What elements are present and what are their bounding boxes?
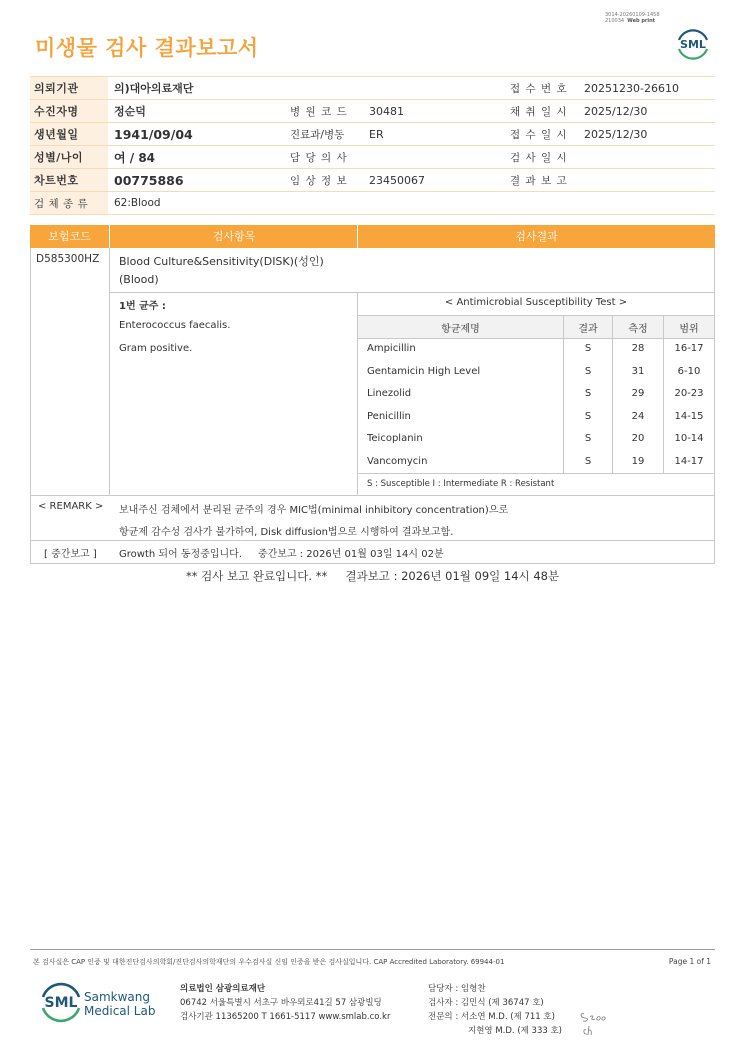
receipt-date-value: 2025/12/30: [578, 123, 715, 146]
ast-drug-cell: Gentamicin High Level: [367, 366, 481, 377]
ast-result-cell: S: [584, 456, 592, 467]
ast-range-cell: 14-17: [674, 456, 704, 467]
info-row: [30, 169, 715, 192]
ast-measure-cell: 24: [631, 411, 645, 422]
info-row: [30, 123, 715, 146]
receipt-no-label: 접 수 번 호: [498, 77, 578, 100]
sml-logo-icon: [673, 24, 713, 64]
hosp-code-value: 30481: [363, 100, 498, 123]
svg-text:SML: SML: [680, 38, 706, 51]
ast-header-range: 범위: [679, 324, 699, 335]
report-value: [578, 169, 715, 192]
footer-address: [180, 982, 390, 1024]
patient-info-table: [30, 76, 715, 215]
request-label: 의뢰기관: [30, 77, 108, 100]
footer-org: 의료법인 삼광의료재단: [180, 984, 266, 994]
sexage-label: 성별/나이: [30, 146, 108, 169]
collect-date-value: 2025/12/30: [578, 100, 715, 123]
ast-result-cell: S: [584, 411, 592, 422]
footer-divider: [30, 949, 715, 950]
dept-value: ER: [363, 123, 498, 146]
staff-line1: 담당자 : 임형찬: [428, 984, 486, 994]
request-value: 의)대아의료재단: [108, 77, 498, 100]
strain-number: 1번 균주 :: [119, 301, 166, 312]
test-name: Blood Culture&Sensitivity(DISK)(성인): [119, 255, 324, 268]
insurance-code: D585300HZ: [36, 253, 100, 265]
ast-drug-cell: Penicillin: [367, 411, 411, 422]
report-code: [605, 12, 660, 24]
page-number: Page 1 of 1: [668, 957, 711, 966]
test-date-value: [578, 146, 715, 169]
sml-footer-logo-icon: [36, 978, 86, 1026]
interim-label: [ 중간보고 ]: [44, 549, 97, 560]
info-row: [30, 192, 715, 215]
ast-drug-cell: Vancomycin: [367, 456, 428, 467]
dept-label: 진료과/병동: [278, 123, 363, 146]
ast-drug-cell: Linezolid: [367, 388, 412, 399]
test-specimen: (Blood): [119, 273, 159, 286]
birth-value: 1941/09/04: [108, 123, 278, 146]
report-code-line2: 210034: [605, 18, 625, 24]
signature-icon: [578, 1008, 610, 1038]
footer-staff: [428, 982, 562, 1038]
svg-text:SML: SML: [44, 995, 78, 1011]
specimen-value: 62:Blood: [108, 192, 715, 215]
specimen-label: 검 체 종 류: [30, 192, 108, 215]
birth-label: 생년월일: [30, 123, 108, 146]
test-date-label: 검 사 일 시: [498, 146, 578, 169]
clinical-label: 임 상 정 보: [278, 169, 363, 192]
ast-measure-cell: 28: [631, 343, 645, 354]
ast-measure-cell: 29: [631, 388, 645, 399]
chart-label: 차트번호: [30, 169, 108, 192]
ast-range-cell: 14-15: [674, 411, 704, 422]
doctor-value: [363, 146, 498, 169]
ast-result-cell: S: [584, 366, 592, 377]
completion-notice: ** 검사 보고 완료입니다. ** 결과보고 : 2026년 01월 09일 14시 48분: [185, 569, 560, 583]
remark-line1: 보내주신 검체에서 분리된 균주의 경우 MIC법(minimal inhibitory concentration)으로: [119, 505, 509, 516]
gram-stain: Gram positive.: [119, 343, 193, 354]
clinical-value: 23450067: [363, 169, 498, 192]
col-insurance-header: 보험코드: [48, 230, 91, 243]
footer-addr: 06742 서울특별시 서초구 바우뫼로41길 57 삼광빌딩: [180, 998, 382, 1008]
doctor-label: 담 당 의 사: [278, 146, 363, 169]
ast-measure-cell: 31: [631, 366, 645, 377]
patient-label: 수진자명: [30, 100, 108, 123]
interim-text: Growth 되어 동정중입니다. 중간보고 : 2026년 01월 03일 14시 02분: [119, 549, 444, 560]
ast-result-cell: S: [584, 343, 592, 354]
sexage-value: 여 / 84: [108, 146, 278, 169]
ast-range-cell: 20-23: [674, 388, 704, 399]
ast-range-cell: 10-14: [674, 433, 704, 444]
ast-drug-cell: Ampicillin: [367, 343, 416, 354]
ast-header-measure: 측정: [628, 324, 648, 335]
ast-range-cell: 16-17: [674, 343, 704, 354]
receipt-no-value: 20251230-26610: [578, 77, 715, 100]
ast-drug-cell: Teicoplanin: [367, 433, 423, 444]
col-item-header: 검사항목: [212, 230, 256, 243]
info-row: [30, 146, 715, 169]
page-title: 미생물 검사 결과보고서: [35, 36, 259, 60]
brand-line1: Samkwang: [84, 990, 150, 1004]
web-print-label: Web print: [627, 18, 656, 24]
remark-line2: 항균제 감수성 검사가 불가하여, Disk diffusion법으로 시행하여 결과보고함.: [119, 527, 454, 538]
info-row: [30, 100, 715, 123]
staff-line4: 지현영 M.D. (제 333 호): [468, 1026, 563, 1036]
hosp-code-label: 병 원 코 드: [278, 100, 363, 123]
staff-line2: 검사자 : 김민식 (제 36747 호): [428, 998, 544, 1008]
ast-range-cell: 6-10: [677, 366, 701, 377]
organism-name: Enterococcus faecalis.: [119, 320, 231, 331]
report-label: 결 과 보 고: [498, 169, 578, 192]
col-result-header: 검사결과: [515, 230, 558, 243]
report-code-line1: 3014-20260109-1458: [605, 12, 660, 18]
results-header: [30, 225, 715, 248]
patient-value: 정순덕: [108, 100, 278, 123]
chart-value: 00775886: [108, 169, 278, 192]
footer-contact: 검사기관 11365200 T 1661-5117 www.smlab.co.kr: [180, 1012, 391, 1022]
ast-header-result: 결과: [578, 324, 598, 335]
ast-result-cell: S: [584, 433, 592, 444]
ast-measure-cell: 19: [631, 456, 645, 467]
ast-legend: S : Susceptible I : Intermediate R : Resistant: [367, 479, 555, 489]
footer-note: 본 검사실은 CAP 인증 및 대한진단검사의학회/진단검사의학재단의 우수검사실 신임 인증을 받은 검사실입니다. CAP Accredited Laboratory. 69944-01: [33, 958, 505, 966]
collect-date-label: 채 취 일 시: [498, 100, 578, 123]
ast-measure-cell: 20: [631, 433, 645, 444]
ast-result-cell: S: [584, 388, 592, 399]
ast-header-drug: 항균제명: [441, 324, 480, 335]
footer-brand: [84, 990, 155, 1018]
staff-line3: 전문의 : 서소연 M.D. (제 711 호): [428, 1012, 555, 1022]
ast-title: < Antimicrobial Susceptibility Test >: [444, 297, 628, 308]
receipt-date-label: 접 수 일 시: [498, 123, 578, 146]
info-row: [30, 77, 715, 100]
brand-line2: Medical Lab: [84, 1004, 156, 1018]
remark-label: < REMARK >: [38, 501, 104, 512]
